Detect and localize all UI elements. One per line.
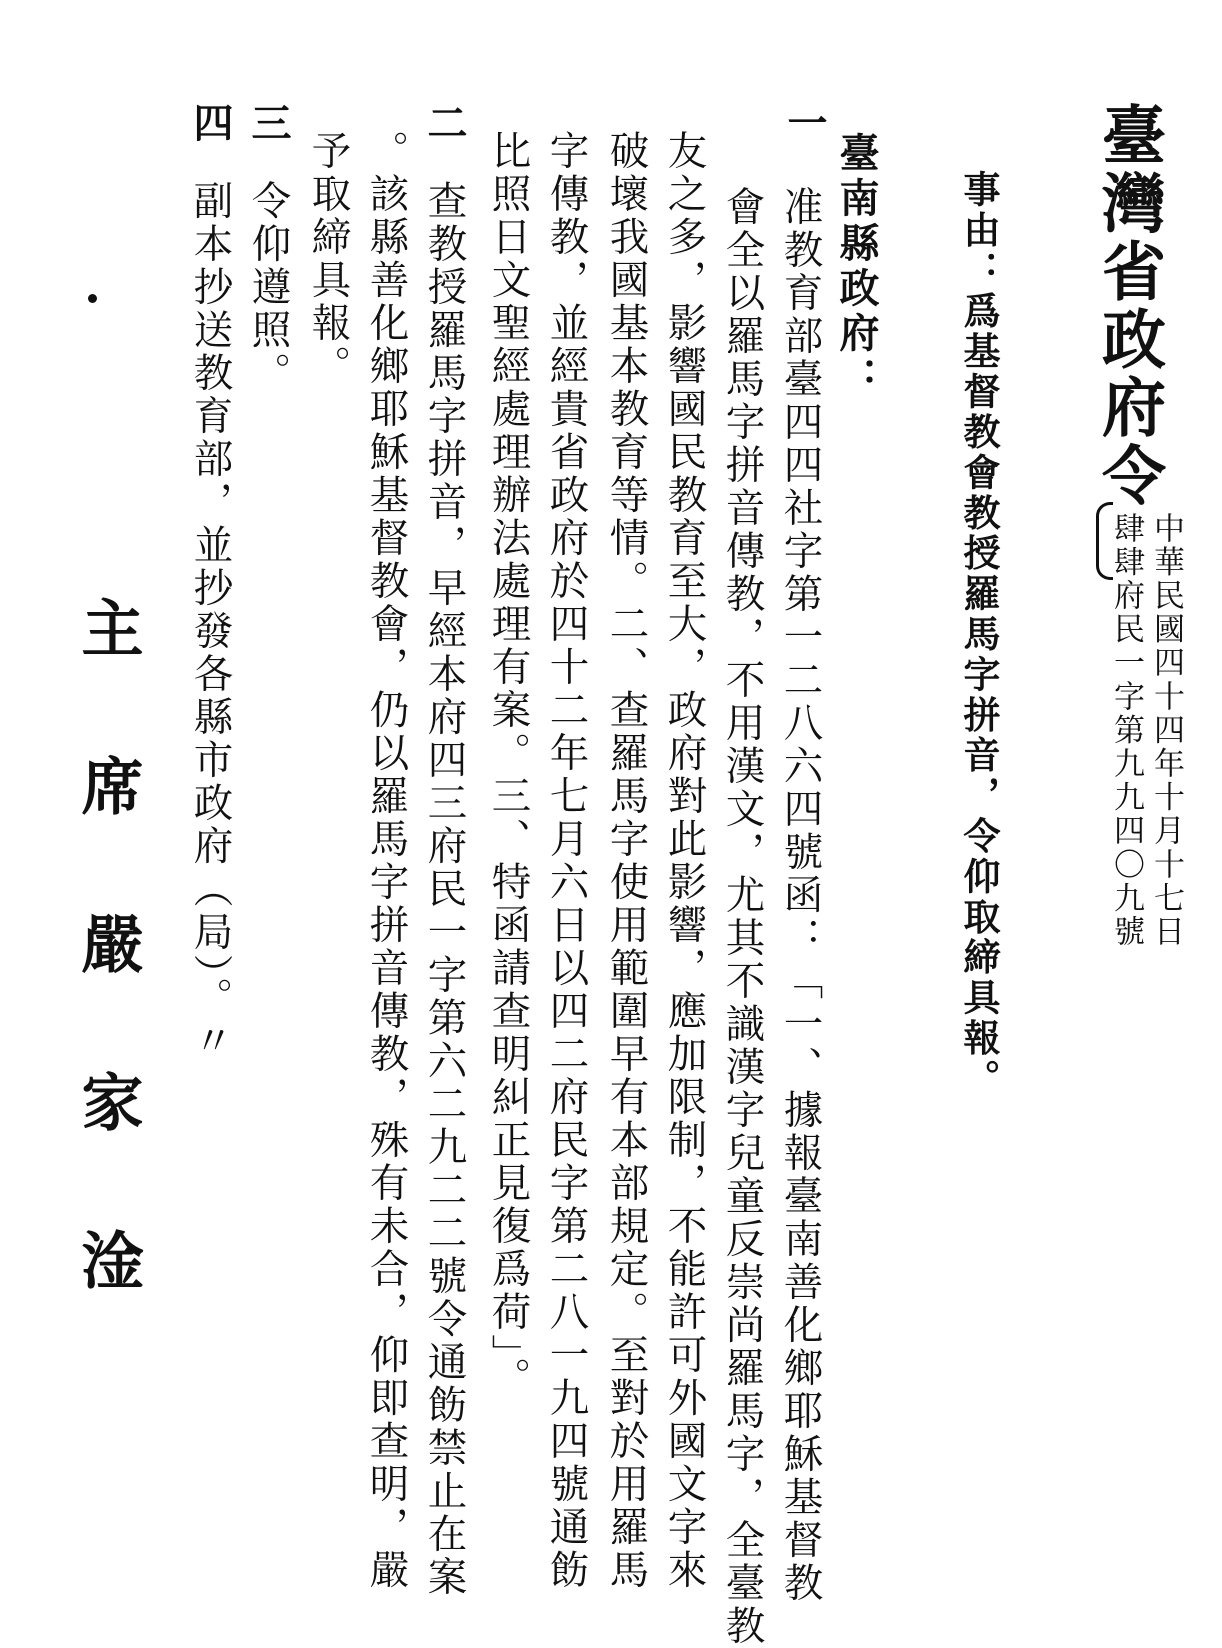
section-1-line-5: 字傳教，並經貴省政府於四十二年七月六日以四二府民字第二八一九四號通飭: [543, 130, 590, 1592]
section-1-line-6: 比照日文聖經處理辦法處理有案。三、特函請查明糾正見復爲荷」。: [485, 130, 532, 1401]
signer-name: 嚴家淦: [71, 912, 144, 1386]
page-title: 臺灣省政府令: [1091, 102, 1166, 510]
section-1-line-3: 友之多，影響國民教育至大，政府對此影響，應加限制，不能許可外國文字來: [661, 130, 708, 1592]
section-2-line-1: 查教授羅馬字拼音，早經本府四三府民一字第六二九二二號令通飭禁止在案: [421, 180, 468, 1599]
section-number-1: 一: [781, 102, 828, 142]
issue-date: 中華民國四十四年十月十七日: [1148, 512, 1184, 949]
section-3-line-1: 令仰遵照。: [245, 180, 292, 395]
recipient: 臺南縣政府：: [833, 132, 880, 402]
section-2-line-2: 。該縣善化鄉耶穌基督教會，仍以羅馬字拼音傳教，殊有未合，仰即查明，嚴: [363, 130, 410, 1592]
signature-block: [71, 596, 144, 1386]
section-number-4: 四: [187, 102, 234, 142]
section-number-3: 三: [245, 102, 292, 142]
document-number-bracket: [1096, 502, 1113, 580]
section-4-line-1: 副本抄送教育部，並抄發各縣市政府（局）。〃: [187, 180, 234, 1064]
section-number-2: 二: [421, 102, 468, 142]
section-1-line-1: 准教育部臺四四社字第一二八六四號函：「一、據報臺南善化鄉耶穌基督教: [777, 186, 824, 1605]
section-2-line-3: 予取締具報。: [305, 130, 352, 388]
signer-title: 主席: [71, 596, 144, 912]
subject-line: 事由：爲基督教會教授羅馬字拼音，令仰取締具報。: [957, 170, 1001, 1100]
section-1-line-2: 會全以羅馬字拼音傳教，不用漢文，尤其不識漢字兒童反崇尚羅馬字，全臺教: [719, 186, 766, 1648]
document-number: 肆肆府民一字第九九四〇九號: [1108, 512, 1144, 949]
signature-dot: [88, 294, 97, 303]
section-1-line-4: 破壞我國基本教育等情。二、查羅馬字使用範圍早有本部規定。至對於用羅馬: [603, 130, 650, 1592]
